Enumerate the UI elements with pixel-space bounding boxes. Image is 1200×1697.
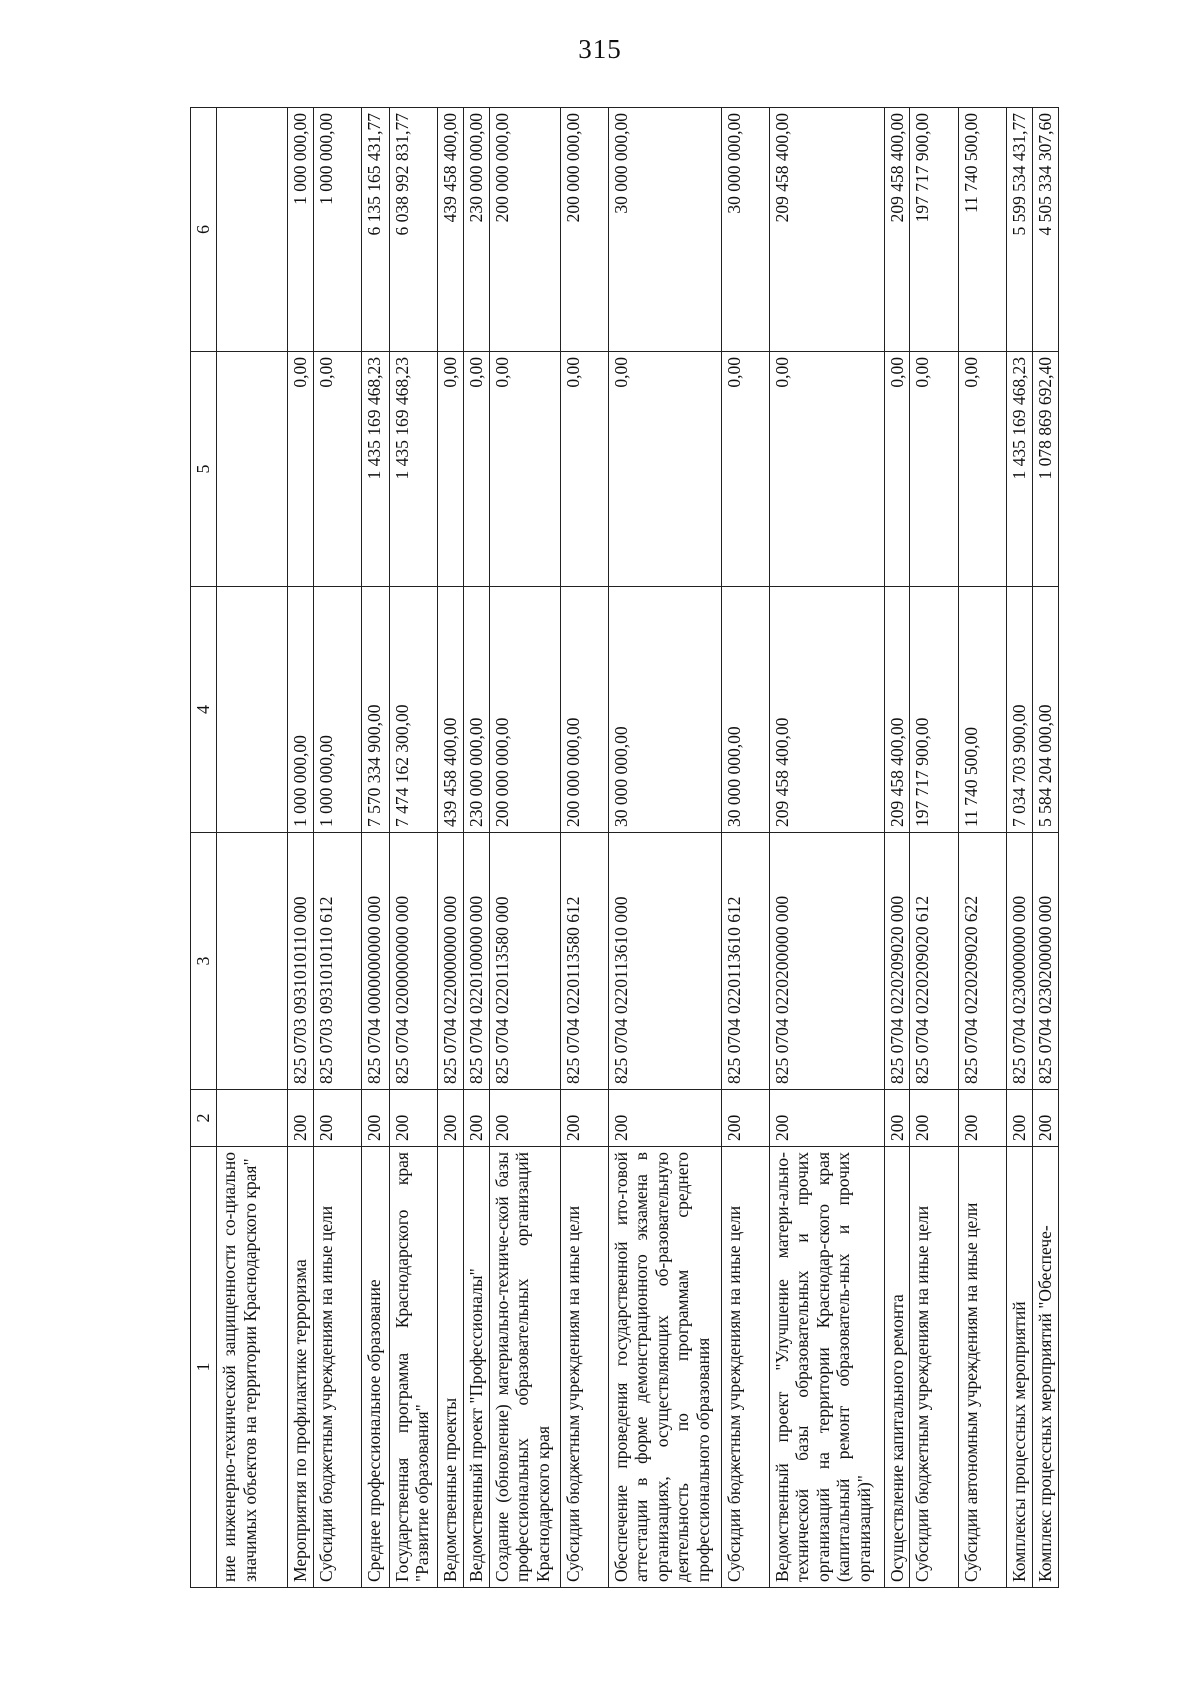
row-amount-col6-cell: 11 740 500,00 xyxy=(958,108,1006,352)
row-amount-col5-cell: 0,00 xyxy=(884,352,910,587)
row-amount-col5-cell: 0,00 xyxy=(560,352,608,587)
row-amount-col5-cell: 1 435 169 468,23 xyxy=(1006,352,1032,587)
table-row xyxy=(721,108,769,1588)
row-code-cell: 200 xyxy=(1032,1090,1058,1147)
header-col-3: 3 xyxy=(191,833,217,1090)
row-amount-col4-cell: 30 000 000,00 xyxy=(608,587,721,833)
page-number: 315 xyxy=(578,34,622,64)
row-amount-col4-cell: 1 000 000,00 xyxy=(314,587,362,833)
row-description-cell: Ведомственный проект "Профессионалы" xyxy=(463,1147,489,1588)
row-code-cell: 200 xyxy=(884,1090,910,1147)
row-amount-col5-cell: 0,00 xyxy=(721,352,769,587)
row-classification-code-cell: 825 0704 0000000000 000 xyxy=(362,833,389,1090)
row-code-cell: 200 xyxy=(560,1090,608,1147)
row-amount-col6-cell: 200 000 000,00 xyxy=(560,108,608,352)
row-code-cell: 200 xyxy=(288,1090,314,1147)
row-amount-col4-cell: 200 000 000,00 xyxy=(560,587,608,833)
row-amount-col5-cell: 0,00 xyxy=(769,352,884,587)
header-col-6: 6 xyxy=(191,108,217,352)
row-classification-code-cell: 825 0703 0931010110 000 xyxy=(288,833,314,1090)
row-classification-code-cell: 825 0704 0220209020 612 xyxy=(910,833,958,1090)
row-description-cell: Обеспечение проведения государственной ито-говой аттестации в форме демонстрационного экзамена в организациях, осуществляющих об-разовательную деятельность по программам среднего профессионального образования xyxy=(608,1147,721,1588)
row-code-cell: 200 xyxy=(910,1090,958,1147)
row-amount-col6-cell: 200 000 000,00 xyxy=(489,108,560,352)
row-code-cell: 200 xyxy=(314,1090,362,1147)
row-description-cell: Субсидии бюджетным учреждениям на иные цели xyxy=(560,1147,608,1588)
table-row xyxy=(958,108,1006,1588)
row-code-cell: 200 xyxy=(958,1090,1006,1147)
row-description-cell: Ведомственный проект "Улучшение матери-ально-технической базы образовательных и прочих организаций на территории Краснодар-ского края (капитальный ремонт образователь-ных и прочих организаций)" xyxy=(769,1147,884,1588)
row-classification-code-cell: 825 0704 0220113610 612 xyxy=(721,833,769,1090)
row-amount-col6-cell: 439 458 400,00 xyxy=(437,108,463,352)
row-amount-col4-cell: 197 717 900,00 xyxy=(910,587,958,833)
row-code-cell: 200 xyxy=(721,1090,769,1147)
row-amount-col4-cell: 11 740 500,00 xyxy=(958,587,1006,833)
row-code-cell: 200 xyxy=(389,1090,437,1147)
row-classification-code-cell: 825 0704 0220000000 000 xyxy=(437,833,463,1090)
row-description-cell: Создание (обновление) материально-техниче-ской базы профессиональных образовательных организаций Краснодарского края xyxy=(489,1147,560,1588)
row-description-cell: Ведомственные проекты xyxy=(437,1147,463,1588)
table-row xyxy=(608,108,721,1588)
row-description-cell: Комплексы процессных мероприятий xyxy=(1006,1147,1032,1588)
budget-table xyxy=(190,107,1059,1588)
row-description-cell: Субсидии автономным учреждениям на иные цели xyxy=(958,1147,1006,1588)
row-classification-code-cell: 825 0704 0220209020 000 xyxy=(884,833,910,1090)
table-row xyxy=(314,108,362,1588)
row-amount-col5-cell: 0,00 xyxy=(608,352,721,587)
table-row xyxy=(288,108,314,1588)
row-amount-col6-cell: 30 000 000,00 xyxy=(721,108,769,352)
header-col-5: 5 xyxy=(191,352,217,587)
row-amount-col5-cell: 0,00 xyxy=(489,352,560,587)
row-amount-col5-cell: 1 435 169 468,23 xyxy=(389,352,437,587)
row-amount-col4-cell: 439 458 400,00 xyxy=(437,587,463,833)
row-code-cell: 200 xyxy=(608,1090,721,1147)
row-classification-code-cell: 825 0704 0230000000 000 xyxy=(1006,833,1032,1090)
row-amount-col6-cell: 5 599 534 431,77 xyxy=(1006,108,1032,352)
budget-table-rotated xyxy=(190,108,1059,1588)
row-amount-col6-cell: 209 458 400,00 xyxy=(884,108,910,352)
row-code-cell: 200 xyxy=(362,1090,389,1147)
row-amount-col6-cell: 230 000 000,00 xyxy=(463,108,489,352)
row-amount-col5-cell: 1 078 869 692,40 xyxy=(1032,352,1058,587)
row-description-cell: Субсидии бюджетным учреждениям на иные цели xyxy=(314,1147,362,1588)
row-amount-col4-cell: 7 570 334 900,00 xyxy=(362,587,389,833)
row-amount-col4-cell: 209 458 400,00 xyxy=(884,587,910,833)
row-classification-code-cell: 825 0704 0200000000 000 xyxy=(389,833,437,1090)
table-row xyxy=(489,108,560,1588)
row-amount-col5-cell: 0,00 xyxy=(288,352,314,587)
row-amount-col6-cell: 1 000 000,00 xyxy=(314,108,362,352)
row-amount-col6-cell: 1 000 000,00 xyxy=(288,108,314,352)
row-description-cell: Комплекс процессных мероприятий "Обеспече- xyxy=(1032,1147,1058,1588)
row-amount-col4-cell: 7 474 162 300,00 xyxy=(389,587,437,833)
row-description-cell: Государственная программа Краснодарского края "Развитие образования" xyxy=(389,1147,437,1588)
row-classification-code-cell: 825 0704 0220209020 622 xyxy=(958,833,1006,1090)
table-row xyxy=(217,108,288,1588)
row-description-cell: Осуществление капитального ремонта xyxy=(884,1147,910,1588)
row-description-cell: Субсидии бюджетным учреждениям на иные цели xyxy=(910,1147,958,1588)
row-amount-col6-cell: 197 717 900,00 xyxy=(910,108,958,352)
row-code-cell: 200 xyxy=(463,1090,489,1147)
row-amount-col4-cell: 230 000 000,00 xyxy=(463,587,489,833)
table-row xyxy=(1032,108,1058,1588)
table-row xyxy=(884,108,910,1588)
row-description-cell: ние инженерно-технической защищенности со-циально значимых объектов на территории Краснодарского края" xyxy=(217,1147,288,1588)
row-amount-col5-cell: 1 435 169 468,23 xyxy=(362,352,389,587)
table-row xyxy=(389,108,437,1588)
row-classification-code-cell: 825 0704 0220113580 612 xyxy=(560,833,608,1090)
row-amount-col5-cell: 0,00 xyxy=(437,352,463,587)
row-classification-code-cell xyxy=(217,833,288,1090)
table-row xyxy=(560,108,608,1588)
row-amount-col5-cell: 0,00 xyxy=(958,352,1006,587)
table-header-row xyxy=(191,108,217,1588)
row-classification-code-cell: 825 0703 0931010110 612 xyxy=(314,833,362,1090)
row-classification-code-cell: 825 0704 0230200000 000 xyxy=(1032,833,1058,1090)
row-amount-col5-cell xyxy=(217,352,288,587)
table-row xyxy=(769,108,884,1588)
row-amount-col6-cell: 30 000 000,00 xyxy=(608,108,721,352)
row-amount-col6-cell xyxy=(217,108,288,352)
header-col-4: 4 xyxy=(191,587,217,833)
row-code-cell xyxy=(217,1090,288,1147)
row-description-cell: Мероприятия по профилактике терроризма xyxy=(288,1147,314,1588)
header-col-2: 2 xyxy=(191,1090,217,1147)
row-code-cell: 200 xyxy=(489,1090,560,1147)
row-classification-code-cell: 825 0704 0220100000 000 xyxy=(463,833,489,1090)
row-amount-col5-cell: 0,00 xyxy=(910,352,958,587)
row-amount-col4-cell: 1 000 000,00 xyxy=(288,587,314,833)
row-amount-col4-cell: 209 458 400,00 xyxy=(769,587,884,833)
table-row xyxy=(1006,108,1032,1588)
row-code-cell: 200 xyxy=(437,1090,463,1147)
row-code-cell: 200 xyxy=(769,1090,884,1147)
row-amount-col6-cell: 6 038 992 831,77 xyxy=(389,108,437,352)
row-classification-code-cell: 825 0704 0220113580 000 xyxy=(489,833,560,1090)
row-amount-col6-cell: 6 135 165 431,77 xyxy=(362,108,389,352)
row-amount-col4-cell xyxy=(217,587,288,833)
row-amount-col6-cell: 4 505 334 307,60 xyxy=(1032,108,1058,352)
header-col-1: 1 xyxy=(191,1147,217,1588)
row-amount-col4-cell: 5 584 204 000,00 xyxy=(1032,587,1058,833)
row-amount-col5-cell: 0,00 xyxy=(314,352,362,587)
row-description-cell: Среднее профессиональное образование xyxy=(362,1147,389,1588)
row-classification-code-cell: 825 0704 0220200000 000 xyxy=(769,833,884,1090)
row-amount-col6-cell: 209 458 400,00 xyxy=(769,108,884,352)
table-row xyxy=(463,108,489,1588)
table-row xyxy=(437,108,463,1588)
row-amount-col4-cell: 7 034 703 900,00 xyxy=(1006,587,1032,833)
row-amount-col4-cell: 200 000 000,00 xyxy=(489,587,560,833)
table-row xyxy=(362,108,389,1588)
row-code-cell: 200 xyxy=(1006,1090,1032,1147)
row-classification-code-cell: 825 0704 0220113610 000 xyxy=(608,833,721,1090)
row-amount-col5-cell: 0,00 xyxy=(463,352,489,587)
row-description-cell: Субсидии бюджетным учреждениям на иные цели xyxy=(721,1147,769,1588)
table-row xyxy=(910,108,958,1588)
row-amount-col4-cell: 30 000 000,00 xyxy=(721,587,769,833)
